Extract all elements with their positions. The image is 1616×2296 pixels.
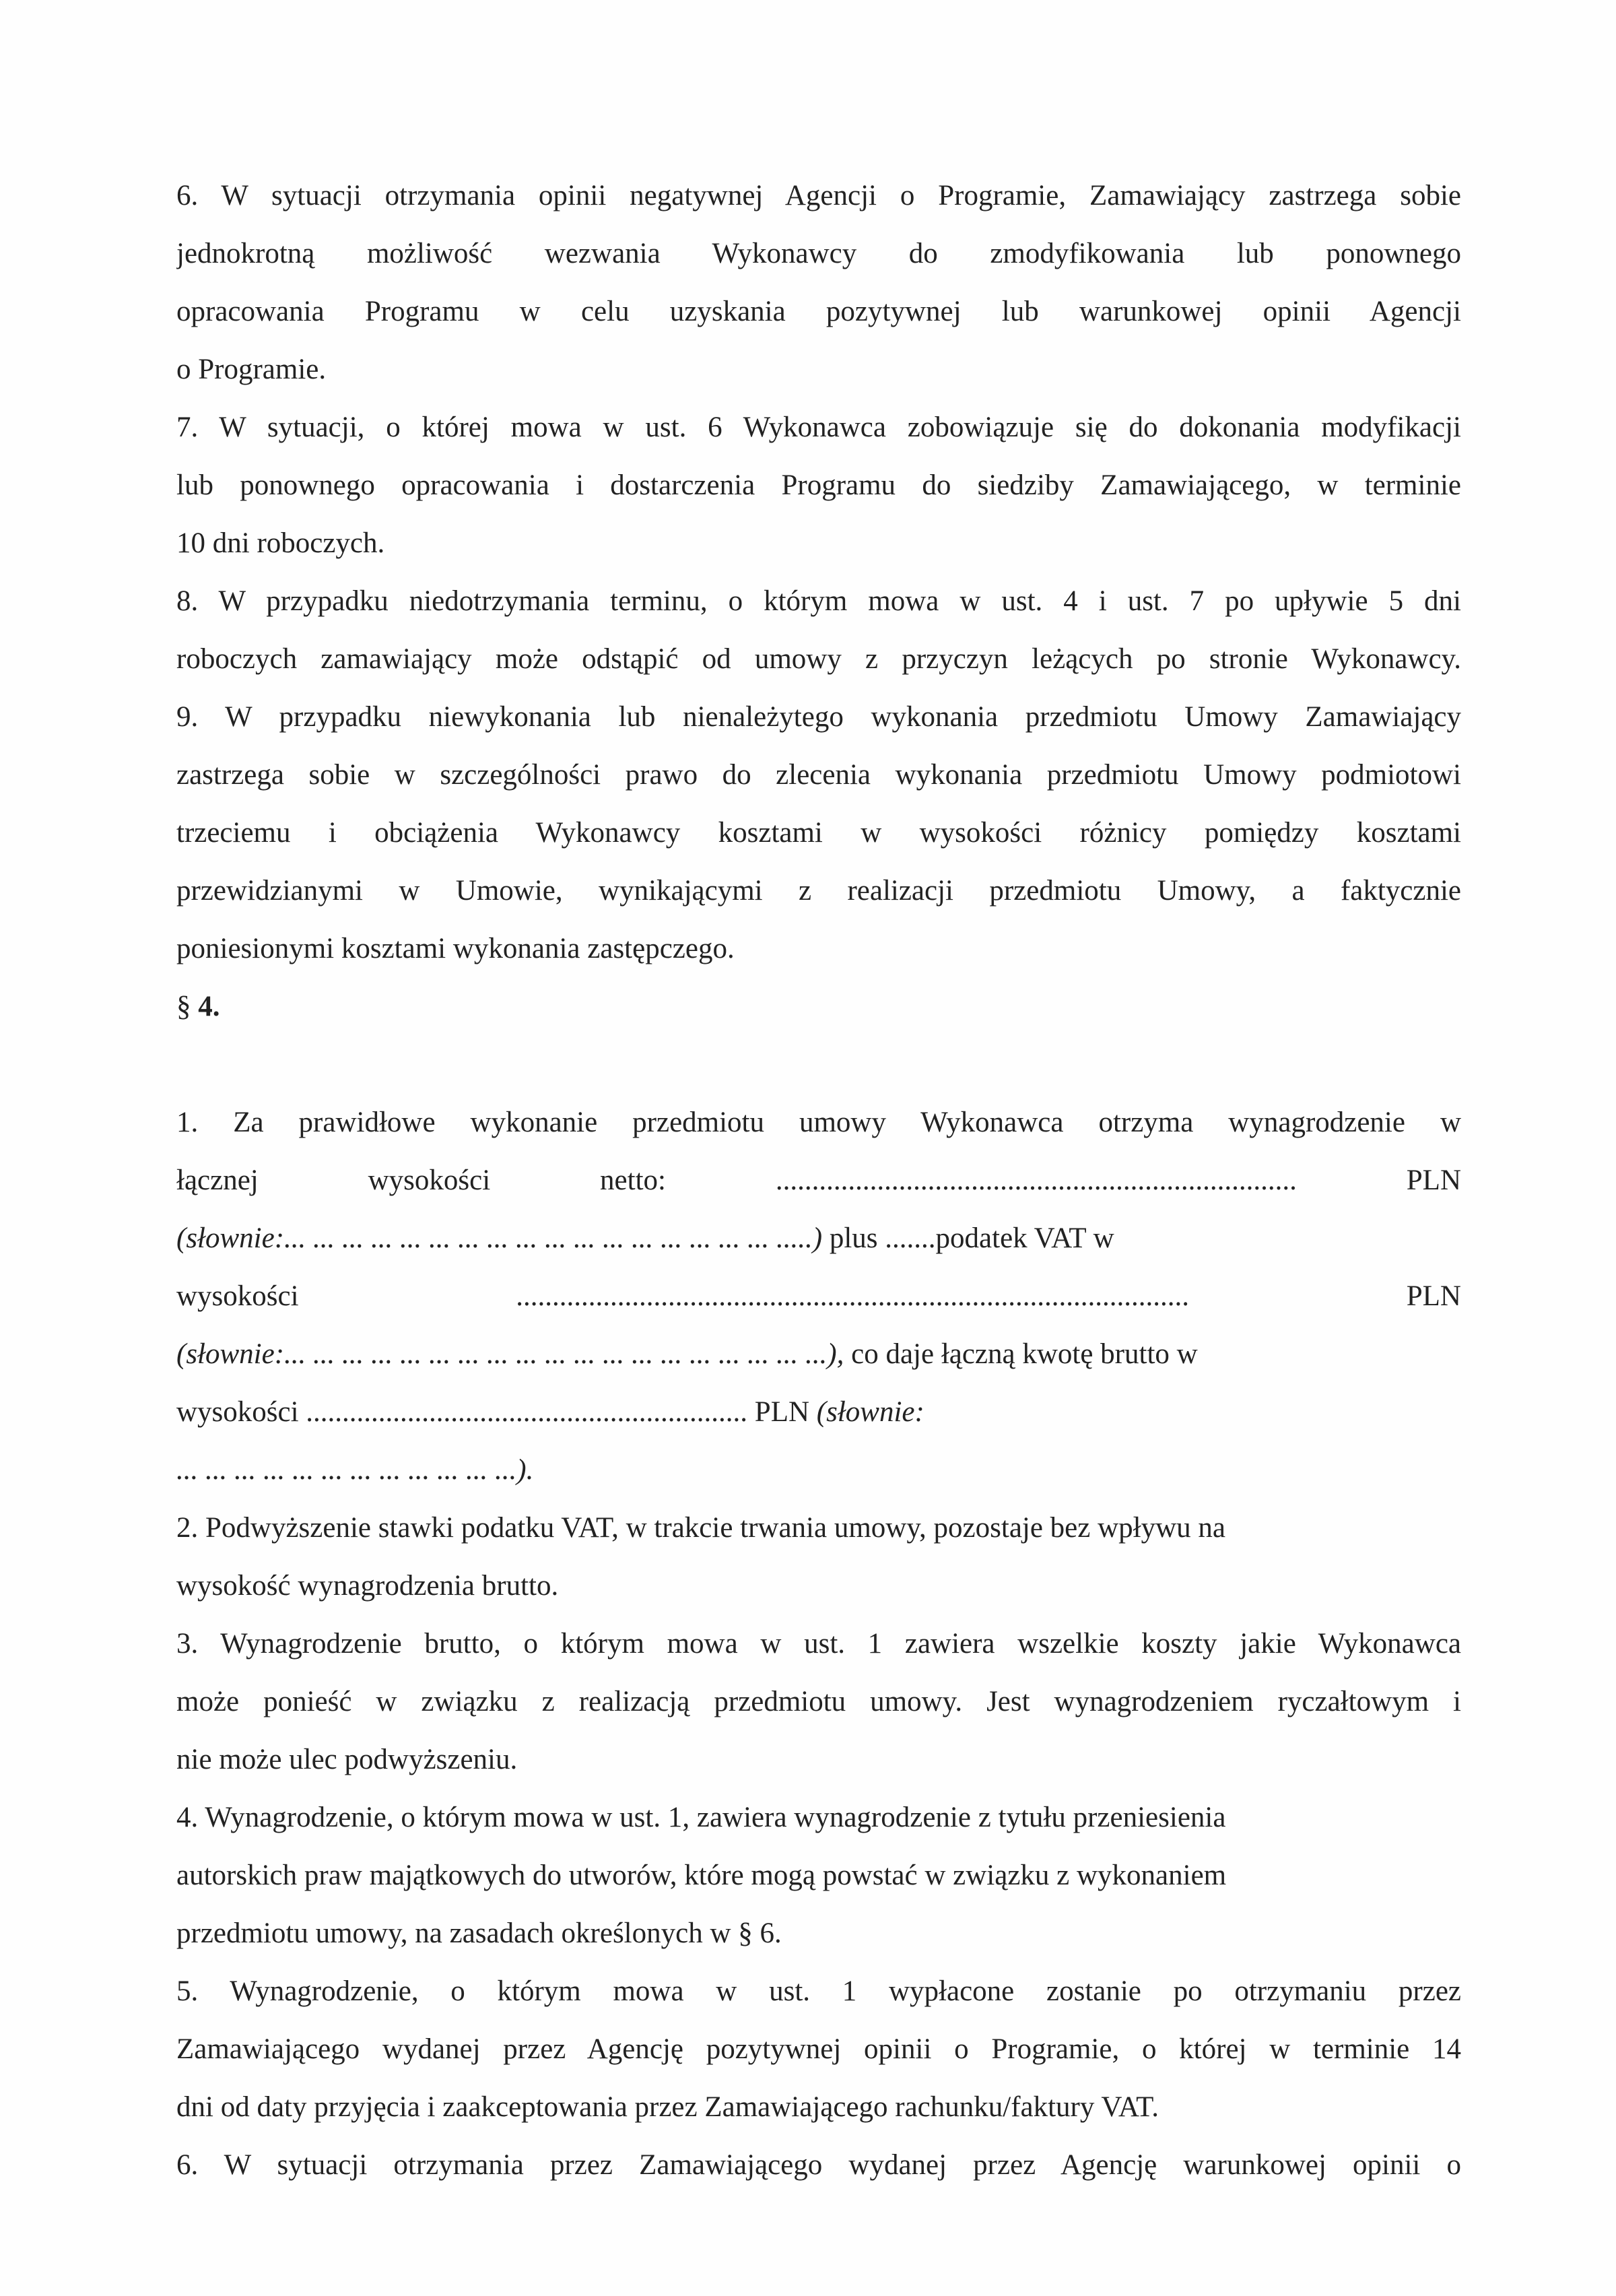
line-text: o Programie. xyxy=(176,354,327,385)
line-text: wysokość wynagrodzenia brutto. xyxy=(176,1570,559,1602)
italic-text: ... ... ... ... ... ... ... ... ... ... ... ...). xyxy=(176,1454,534,1486)
italic-text: (słownie: xyxy=(816,1396,924,1428)
text-line xyxy=(176,1963,1461,2021)
text-line xyxy=(176,167,1461,225)
line-text: Zamawiającego wydanej przez Agencję pozytywnej opinii o Programie, o której w terminie 14 xyxy=(176,2033,1461,2065)
line-text: nie może ulec podwyższeniu. xyxy=(176,1744,518,1775)
text-line xyxy=(176,1383,924,1441)
line-text: 5. Wynagrodzenie, o którym mowa w ust. 1 wypłacone zostanie po otrzymaniu przez xyxy=(176,1975,1461,2007)
line-text: przewidzianymi w Umowie, wynikającymi z realizacji przedmiotu Umowy, a faktycznie xyxy=(176,875,1461,907)
text-line xyxy=(176,1441,533,1499)
text-line xyxy=(176,457,1461,515)
line-text: 6. W sytuacji otrzymania przez Zamawiającego wydanej przez Agencję warunkowej opinii o xyxy=(176,2149,1461,2181)
text-line xyxy=(176,283,1461,341)
text-line xyxy=(176,1615,1461,1673)
line-text: 8. W przypadku niedotrzymania terminu, o którym mowa w ust. 4 i ust. 7 po upływie 5 dni xyxy=(176,585,1461,617)
line-text: 1. Za prawidłowe wykonanie przedmiotu umowy Wykonawca otrzyma wynagrodzenie w xyxy=(176,1107,1461,1138)
text-line xyxy=(176,1325,1198,1383)
line-text: zastrzega sobie w szczególności prawo do zlecenia wykonania przedmiotu Umowy podmiotowi xyxy=(176,759,1461,791)
line-text: przedmiotu umowy, na zasadach określonych w § 6. xyxy=(176,1917,782,1949)
text-line xyxy=(176,341,326,399)
text-line xyxy=(176,225,1461,283)
section-heading xyxy=(176,978,220,1036)
text-line xyxy=(176,1789,1225,1847)
line-text: 9. W przypadku niewykonania lub nienależytego wykonania przedmiotu Umowy Zamawiający xyxy=(176,701,1461,733)
line-text: 7. W sytuacji, o której mowa w ust. 6 Wykonawca zobowiązuje się do dokonania modyfikacji xyxy=(176,412,1461,443)
section-sign: § xyxy=(176,991,191,1022)
text-line xyxy=(176,399,1461,457)
italic-text: (słownie:... ... ... ... ... ... ... ... ... ... ... ... ... ... ... ... ... .....) xyxy=(176,1222,823,1254)
line-text: łącznej wysokości netto: ........................................................................ PLN xyxy=(176,1165,1461,1196)
text-line xyxy=(176,1152,1461,1210)
line-text: roboczych zamawiający może odstąpić od umowy z przyczyn leżących po stronie Wykonawcy. xyxy=(176,643,1461,675)
text-line xyxy=(176,1673,1461,1731)
line-text: autorskich praw majątkowych do utworów, które mogą powstać w związku z wykonaniem xyxy=(176,1860,1227,1891)
line-text: 6. W sytuacji otrzymania opinii negatywnej Agencji o Programie, Zamawiający zastrzega sobie xyxy=(176,180,1461,211)
text-line xyxy=(176,1268,1461,1325)
line-text: co daje łączną kwotę brutto w xyxy=(844,1338,1198,1370)
line-text: 2. Podwyższenie stawki podatku VAT, w trakcie trwania umowy, pozostaje bez wpływu na xyxy=(176,1512,1225,1544)
text-line xyxy=(176,804,1461,862)
line-text: dni od daty przyjęcia i zaakceptowania przez Zamawiającego rachunku/faktury VAT. xyxy=(176,2091,1159,2123)
text-line xyxy=(176,1499,1225,1557)
text-line xyxy=(176,1905,782,1963)
text-line xyxy=(176,1557,558,1615)
text-line xyxy=(176,572,1461,630)
text-line xyxy=(176,1210,1114,1268)
line-text: 10 dni roboczych. xyxy=(176,527,385,559)
line-text: może ponieść w związku z realizacją przedmiotu umowy. Jest wynagrodzeniem ryczałtowym i xyxy=(176,1686,1461,1717)
section-number: 4. xyxy=(198,991,220,1022)
line-text: plus .......podatek VAT w xyxy=(822,1222,1114,1254)
line-text: wysokości ............................................................................................. PLN xyxy=(176,1280,1461,1312)
text-line xyxy=(176,2136,1461,2194)
text-line xyxy=(176,1731,517,1789)
line-text: 4. Wynagrodzenie, o którym mowa w ust. 1, zawiera wynagrodzenie z tytułu przeniesienia xyxy=(176,1802,1226,1833)
text-line xyxy=(176,1094,1461,1152)
text-line xyxy=(176,630,1461,688)
line-text: wysokości ............................................................. PLN xyxy=(176,1396,817,1428)
line-text: poniesionymi kosztami wykonania zastępczego. xyxy=(176,933,735,964)
line-text: 3. Wynagrodzenie brutto, o którym mowa w ust. 1 zawiera wszelkie koszty jakie Wykonawca xyxy=(176,1628,1461,1660)
line-text: lub ponownego opracowania i dostarczenia Programu do siedziby Zamawiającego, w terminie xyxy=(176,469,1461,501)
text-line xyxy=(176,688,1461,746)
line-text: trzeciemu i obciążenia Wykonawcy kosztami w wysokości różnicy pomiędzy kosztami xyxy=(176,817,1461,849)
text-line xyxy=(176,1847,1226,1905)
text-line xyxy=(176,862,1461,920)
text-line xyxy=(176,746,1461,804)
italic-text: (słownie:... ... ... ... ... ... ... ... ... ... ... ... ... ... ... ... ... ... ...), xyxy=(176,1338,844,1370)
text-line xyxy=(176,2021,1461,2078)
line-text: opracowania Programu w celu uzyskania pozytywnej lub warunkowej opinii Agencji xyxy=(176,296,1461,327)
text-line xyxy=(176,920,735,978)
line-text: jednokrotną możliwość wezwania Wykonawcy do zmodyfikowania lub ponownego xyxy=(176,238,1461,269)
text-line xyxy=(176,515,384,572)
text-line xyxy=(176,2078,1159,2136)
